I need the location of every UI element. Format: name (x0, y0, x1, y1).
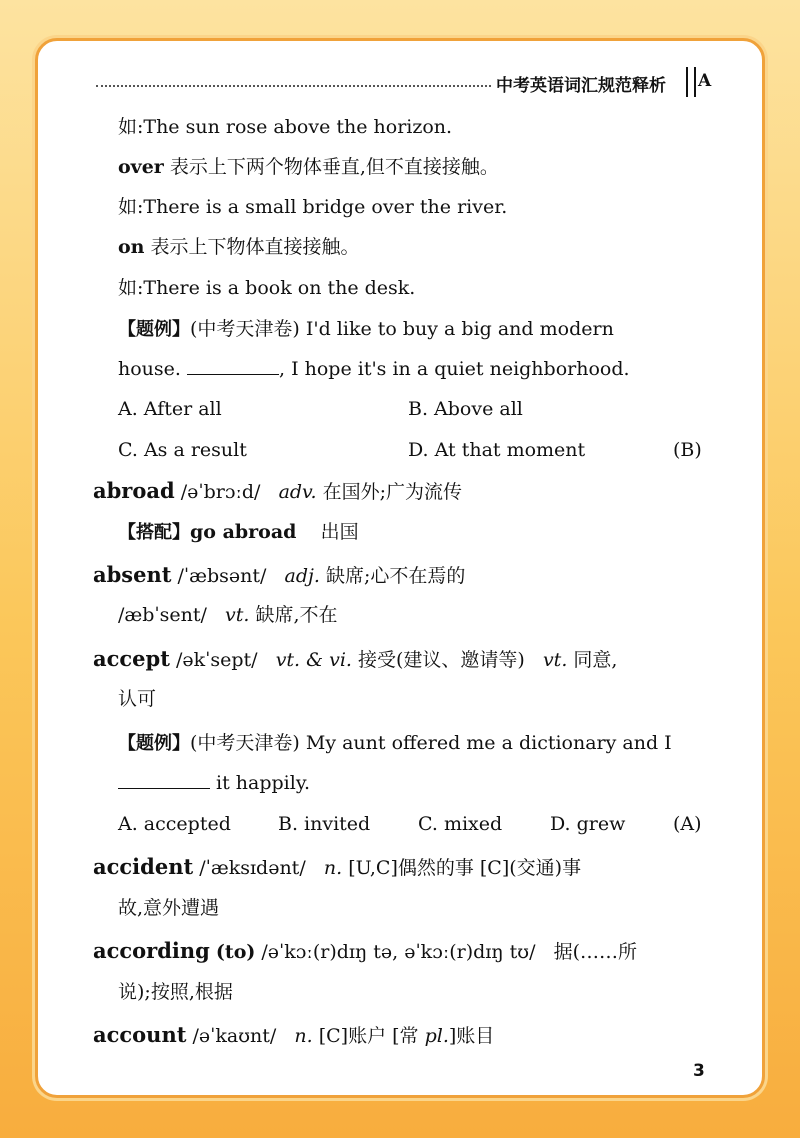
headword: absent (93, 562, 172, 587)
example-above: 如:The sun rose above the horizon. (118, 116, 453, 138)
definition: 缺席;心不在焉的 (319, 565, 466, 587)
exercise-2-question (118, 731, 672, 756)
part-of-speech: vt. (225, 604, 250, 626)
headword: according (93, 938, 210, 963)
headword: abroad (93, 478, 175, 503)
exercise-1-text-a: house. (118, 358, 187, 380)
note-on-text: 表示上下物体直接接触。 (144, 236, 360, 258)
phonetic: /æbˈsent/ (118, 604, 207, 626)
note-over-text: 表示上下两个物体垂直,但不直接接触。 (163, 156, 499, 178)
phonetic: /əˈkaʊnt/ (192, 1025, 277, 1047)
note-on (118, 235, 360, 259)
entry-accept (93, 647, 617, 672)
exercise-1-text: I'd like to buy a big and modern (305, 318, 614, 340)
headword: account (93, 1022, 187, 1047)
part-of-speech: adv. (278, 481, 317, 503)
note-over (118, 155, 499, 179)
entry-according-cont: 说);按照,根据 (118, 981, 233, 1003)
answer-key: (A) (673, 813, 702, 835)
entry-absent-verb (118, 603, 338, 627)
exercise-1-options-row2 (118, 438, 748, 462)
headword-particle: (to) (215, 941, 256, 963)
entry-accept-cont: 认可 (118, 688, 157, 710)
definition: 在国外;广为流传 (316, 481, 463, 503)
headword: accept (93, 646, 170, 671)
option-d: D. grew (550, 813, 626, 835)
example-over: 如:There is a small bridge over the river. (118, 196, 508, 218)
option-b: B. Above all (408, 398, 523, 420)
phonetic: /ˈæksɪdənt/ (199, 857, 306, 879)
exercise-1-text-b: , I hope it's in a quiet neighborhood. (279, 358, 630, 380)
keyword-on: on (118, 236, 145, 258)
definition: [C]账户 [常 (318, 1025, 419, 1047)
answer-blank (118, 772, 210, 789)
definition: 同意, (567, 649, 618, 671)
part-of-speech: n. (323, 857, 343, 879)
exercise-2-question-cont (118, 771, 310, 795)
exercise-1-options-row1 (118, 397, 748, 421)
phonetic: /əˈbrɔːd/ (180, 481, 261, 503)
exercise-source: (中考天津卷) (190, 732, 300, 754)
page-number: 3 (693, 1061, 705, 1081)
entry-accident-cont: 故,意外遭遇 (118, 897, 220, 919)
phonetic: /əˈkɔː(r)dɪŋ tə, əˈkɔː(r)dɪŋ tʊ/ (261, 941, 536, 963)
exercise-2-text-b: it happily. (210, 772, 311, 794)
part-of-speech: adj. (284, 565, 320, 587)
entry-abroad (93, 479, 462, 504)
exercise-1-question-cont (118, 357, 630, 381)
example-on: 如:There is a book on the desk. (118, 277, 416, 299)
entry-according (93, 939, 637, 964)
header-letter: A (698, 71, 712, 91)
option-c: C. As a result (118, 439, 247, 461)
collocation-definition: 出国 (320, 521, 359, 543)
exercise-source: (中考天津卷) (190, 318, 300, 340)
running-header (96, 73, 718, 97)
option-b: B. invited (278, 813, 371, 835)
collocation-phrase: go abroad (190, 521, 297, 543)
exercise-1-question (118, 317, 614, 342)
option-a: A. accepted (118, 813, 231, 835)
exercise-2-text: My aunt offered me a dictionary and I (305, 732, 672, 754)
part-of-speech: vt. (542, 649, 568, 671)
headword: accident (93, 854, 194, 879)
exercise-2-options (118, 812, 748, 836)
part-of-speech: n. (294, 1025, 313, 1047)
exercise-tag: 【题例】 (118, 733, 190, 754)
header-dotted-rule (96, 85, 491, 87)
header-title: 中考英语词汇规范释析 (496, 76, 666, 96)
definition: 缺席,不在 (249, 604, 338, 626)
plural-abbrev: pl. (424, 1025, 449, 1047)
option-d: D. At that moment (408, 439, 586, 461)
collocation (118, 520, 359, 545)
header-double-bar (686, 67, 696, 97)
option-c: C. mixed (418, 813, 503, 835)
entry-absent (93, 563, 465, 588)
definition: 接受(建议、邀请等) (351, 649, 525, 671)
entry-account (93, 1023, 494, 1048)
entry-accident (93, 855, 581, 880)
answer-blank (187, 358, 279, 375)
definition: 据(……所 (547, 941, 638, 963)
definition: [U,C]偶然的事 [C](交通)事 (348, 857, 582, 879)
part-of-speech: vt. & vi. (275, 649, 352, 671)
option-a: A. After all (118, 398, 222, 420)
definition-cont: ]账目 (448, 1025, 495, 1047)
exercise-tag: 【题例】 (118, 319, 190, 340)
phonetic: /ˈæbsənt/ (177, 565, 267, 587)
keyword-over: over (118, 156, 164, 178)
answer-key: (B) (673, 439, 702, 461)
collocation-tag: 【搭配】 (118, 522, 190, 543)
phonetic: /əkˈsept/ (175, 649, 258, 671)
page-card (35, 38, 765, 1098)
